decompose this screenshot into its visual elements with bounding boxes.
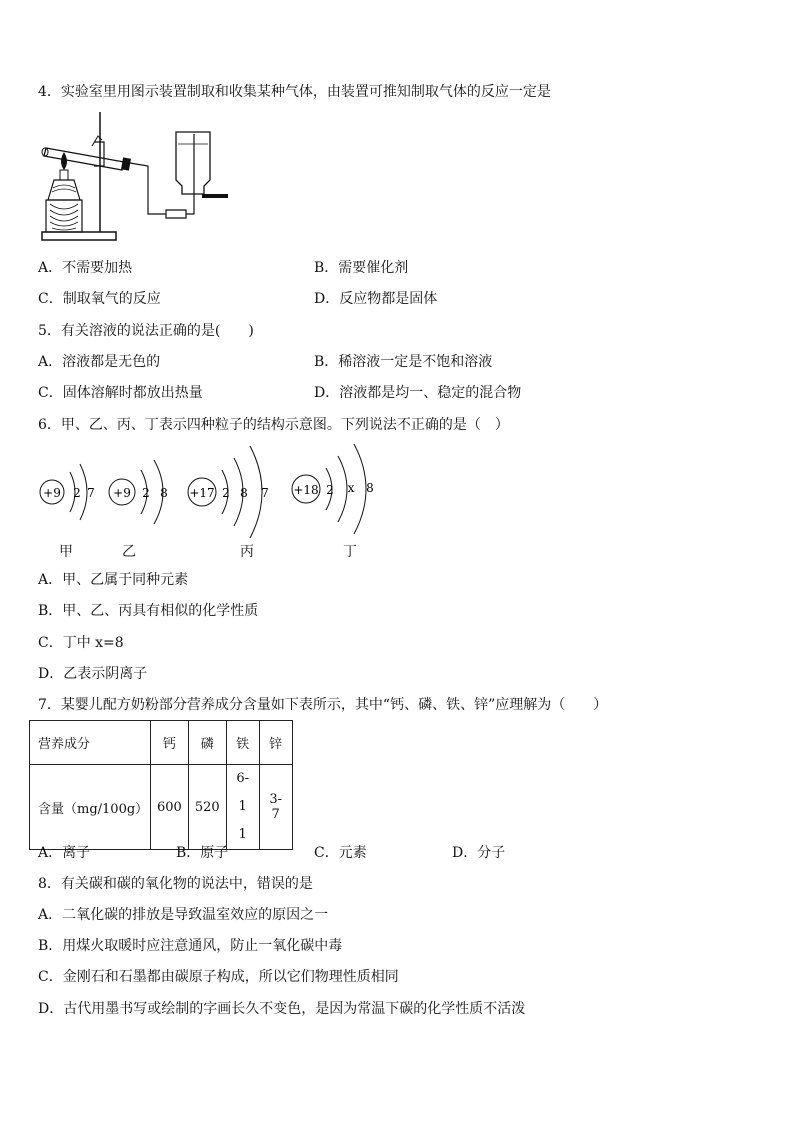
table-row-label: 含量（mg/100g） [30, 765, 151, 850]
svg-text:x: x [347, 481, 355, 495]
q7-option-a[interactable]: A．离子 [38, 845, 91, 861]
q8-option-d[interactable]: D．古代用墨书写或绘制的字画长久不变色，是因为常温下碳的化学性质不活泼 [38, 1001, 526, 1017]
table-cell: 3-7 [259, 765, 292, 850]
q4-option-d[interactable]: D．反应物都是固体 [314, 291, 438, 307]
atom-label-bing: 丙 [240, 544, 254, 560]
q7-stem: 7．某婴儿配方奶粉部分营养成分含量如下表所示，其中“钙、磷、铁、锌”应理解为（ ） [38, 697, 608, 713]
table-header-cell: 锌 [259, 721, 292, 765]
table-header-cell: 营养成分 [30, 721, 151, 765]
svg-text:2: 2 [222, 486, 230, 500]
q7-option-b[interactable]: B．原子 [176, 845, 229, 861]
table-header-cell: 钙 [151, 721, 189, 765]
svg-text:7: 7 [261, 486, 269, 500]
q6-option-d[interactable]: D．乙表示阴离子 [38, 666, 148, 682]
q4-stem: 4．实验室里用图示装置制取和收集某种气体，由装置可推知制取气体的反应一定是 [38, 84, 551, 100]
svg-text:+9: +9 [43, 486, 61, 500]
svg-text:+9: +9 [113, 486, 131, 500]
q4-option-a[interactable]: A．不需要加热 [38, 260, 133, 276]
q6-option-b[interactable]: B．甲、乙、丙具有相似的化学性质 [38, 603, 259, 619]
svg-text:2: 2 [142, 486, 150, 500]
atom-label-ding: 丁 [343, 544, 357, 560]
q4-option-c[interactable]: C．制取氧气的反应 [38, 291, 161, 307]
iron-line-2: 1 [238, 827, 247, 842]
q5-option-d[interactable]: D．溶液都是均一、稳定的混合物 [314, 385, 522, 401]
svg-text:2: 2 [73, 486, 81, 500]
q5-stem: 5．有关溶液的说法正确的是( ) [38, 323, 254, 339]
q8-stem: 8．有关碳和碳的氧化物的说法中，错误的是 [38, 876, 313, 892]
table-row [30, 765, 293, 850]
svg-text:+17: +17 [189, 486, 215, 500]
atom-yi [109, 460, 168, 524]
atom-ding [292, 444, 374, 534]
atom-label-jia: 甲 [59, 544, 73, 560]
q8-option-c[interactable]: C．金刚石和石墨都由碳原子构成，所以它们物理性质相同 [38, 969, 399, 985]
svg-text:+18: +18 [293, 483, 319, 497]
iron-line-1: 6-1 [236, 771, 249, 814]
q6-option-c[interactable]: C．丁中 x=8 [38, 635, 124, 651]
svg-text:8: 8 [160, 486, 168, 500]
q7-option-d[interactable]: D．分子 [452, 845, 506, 861]
table-header-row [30, 721, 293, 765]
q5-option-a[interactable]: A．溶液都是无色的 [38, 354, 161, 370]
atom-label-yi: 乙 [122, 544, 136, 560]
apparatus-diagram [38, 108, 238, 246]
q8-option-b[interactable]: B．用煤火取暖时应注意通风，防止一氧化碳中毒 [38, 938, 343, 954]
svg-text:8: 8 [366, 481, 374, 495]
table-cell: 600 [151, 765, 189, 850]
svg-text:7: 7 [87, 486, 95, 500]
q5-option-c[interactable]: C．固体溶解时都放出热量 [38, 385, 203, 401]
table-cell-iron [226, 765, 259, 850]
table-header-cell: 铁 [226, 721, 259, 765]
svg-text:2: 2 [326, 483, 334, 497]
q6-stem: 6．甲、乙、丙、丁表示四种粒子的结构示意图。下列说法不正确的是（ ） [38, 417, 509, 433]
atomic-structure-diagrams [36, 440, 396, 544]
q6-option-a[interactable]: A．甲、乙属于同种元素 [38, 572, 189, 588]
table-header-cell: 磷 [188, 721, 226, 765]
atom-jia [40, 464, 95, 520]
nutrition-table [29, 720, 293, 850]
q4-option-b[interactable]: B．需要催化剂 [314, 260, 409, 276]
table-cell: 520 [188, 765, 226, 850]
q8-option-a[interactable]: A．二氧化碳的排放是导致温室效应的原因之一 [38, 907, 329, 923]
atom-bing [188, 446, 269, 538]
svg-text:8: 8 [240, 486, 248, 500]
q5-option-b[interactable]: B．稀溶液一定是不饱和溶液 [314, 354, 493, 370]
q7-option-c[interactable]: C．元素 [314, 845, 367, 861]
